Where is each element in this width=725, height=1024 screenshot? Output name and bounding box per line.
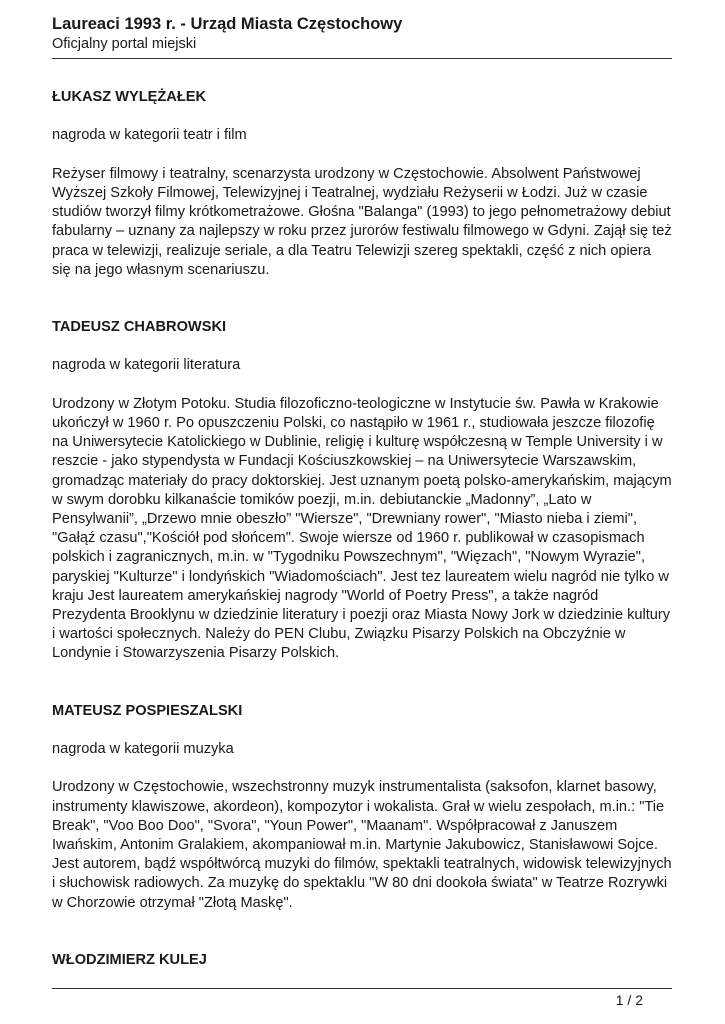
laureate-chabrowski xyxy=(52,318,672,664)
laureate-category: nagroda w kategorii literatura xyxy=(52,357,241,374)
laureate-pospieszalski xyxy=(52,702,672,913)
laureate-name: TADEUSZ CHABROWSKI xyxy=(52,319,227,335)
laureate-name: ŁUKASZ WYLĘŻAŁEK xyxy=(52,89,207,105)
footer-divider xyxy=(52,988,672,989)
laureate-category: nagroda w kategorii muzyka xyxy=(52,741,234,758)
laureate-name: WŁODZIMIERZ KULEJ xyxy=(52,951,207,968)
page-header xyxy=(52,14,672,54)
document-title: Laureaci 1993 r. - Urząd Miasta Częstochowy xyxy=(52,15,403,33)
laureate-bio: Urodzony w Częstochowie, wszechstronny muzyk instrumentalista (saksofon, klarnet basowy, instrumenty klawiszowe, akordeon), kompozytor i wokalista. Grał w wielu zespołach, m.in.: "Tie Break", "Voo Boo Doo", "Svora", "Youn Power", "Maanam". Współpracował z Januszem Iwańskim, Antonim Gralakiem, akompaniował m.in. Martynie Jakubowicz, Stanisławowi Sojce. Jest autorem, bądź współtwórcą muzyki do filmów, spektakli teatralnych, widowisk telewizyjnych i słuchowisk radiowych. Za muzykę do spektaklu "W 80 dni dookoła świata" w Teatrze Rozrywki w Chorzowie otrzymał "Złotą Maskę". xyxy=(52,779,672,911)
page-number: 1 / 2 xyxy=(615,992,643,1008)
laureate-name: MATEUSZ POSPIESZALSKI xyxy=(52,702,243,719)
laureates-list xyxy=(52,88,672,1008)
laureate-category: nagroda w kategorii teatr i film xyxy=(52,127,247,144)
header-divider xyxy=(52,58,672,59)
laureate-wylezalek xyxy=(52,88,672,280)
laureate-kulej xyxy=(52,951,672,970)
laureate-bio: Reżyser filmowy i teatralny, scenarzysta urodzony w Częstochowie. Absolwent Państwowej Wyższej Szkoły Filmowej, Telewizyjnej i Teatralnej, wydziału Reżyserii w Łodzi. Już w czasie studiów tworzył filmy krótkometrażowe. Głośna "Balanga" (1993) to jego pełnometrażowy debiut fabularny – uznany za najlepszy w roku przez jurorów festiwalu filmowego w Gdyni. Zajął się też praca w telewizji, realizuje seriale, a dla Teatru Telewizji szereg spektakli, część z nich opiera się na jego własnym scenariuszu. xyxy=(52,165,672,278)
document-subtitle: Oficjalny portal miejski xyxy=(52,36,197,52)
laureate-bio: Urodzony w Złotym Potoku. Studia filozoficzno-teologiczne w Instytucie św. Pawła w Krakowie ukończył w 1960 r. Po opuszczeniu Polski, co nastąpiło w 1961 r., studiowała jeszcze filozofię na Uniwersytecie Katolickiego w Dublinie, religię i kulturę współczesną w Temple University i w reszcie - jako stypendysta w Fundacji Kościuszkowskiej – na Uniwersytecie Warszawskim, gromadząc materiały do pracy doktorskiej. Jest uznanym poetą polsko-amerykańskim, mającym w swym dorobku kilkanaście tomików poezji, m.in. debiutanckie „Madonny”, „Lato w Pensylwanii”, „Drzewo mnie obeszło” "Wiersze", "Drewniany rower", "Miasto nieba i ziemi", "Gałąź czasu","Kościół pod słońcem". Swoje wiersze od 1960 r. publikował w czasopismach polskich i zagranicznych, m.in. w "Tygodniku Powszechnym", "Więzach", "Nowym Wyrazie", paryskiej "Kulturze" i londyńskich "Wiadomościach". Jest tez laureatem wielu nagród nie tylko w kraju Jest laureatem amerykańskiej nagrody "World of Poetry Press", a także nagród Prezydenta Brooklynu w dziedzinie literatury i poezji oraz Miasta Nowy Jork w dziedzinie kultury i wartości społecznych. Należy do PEN Clubu, Związku Pisarzy Polskich na Obczyźnie w Londynie i Stowarzyszenia Pisarzy Polskich. xyxy=(52,395,672,662)
